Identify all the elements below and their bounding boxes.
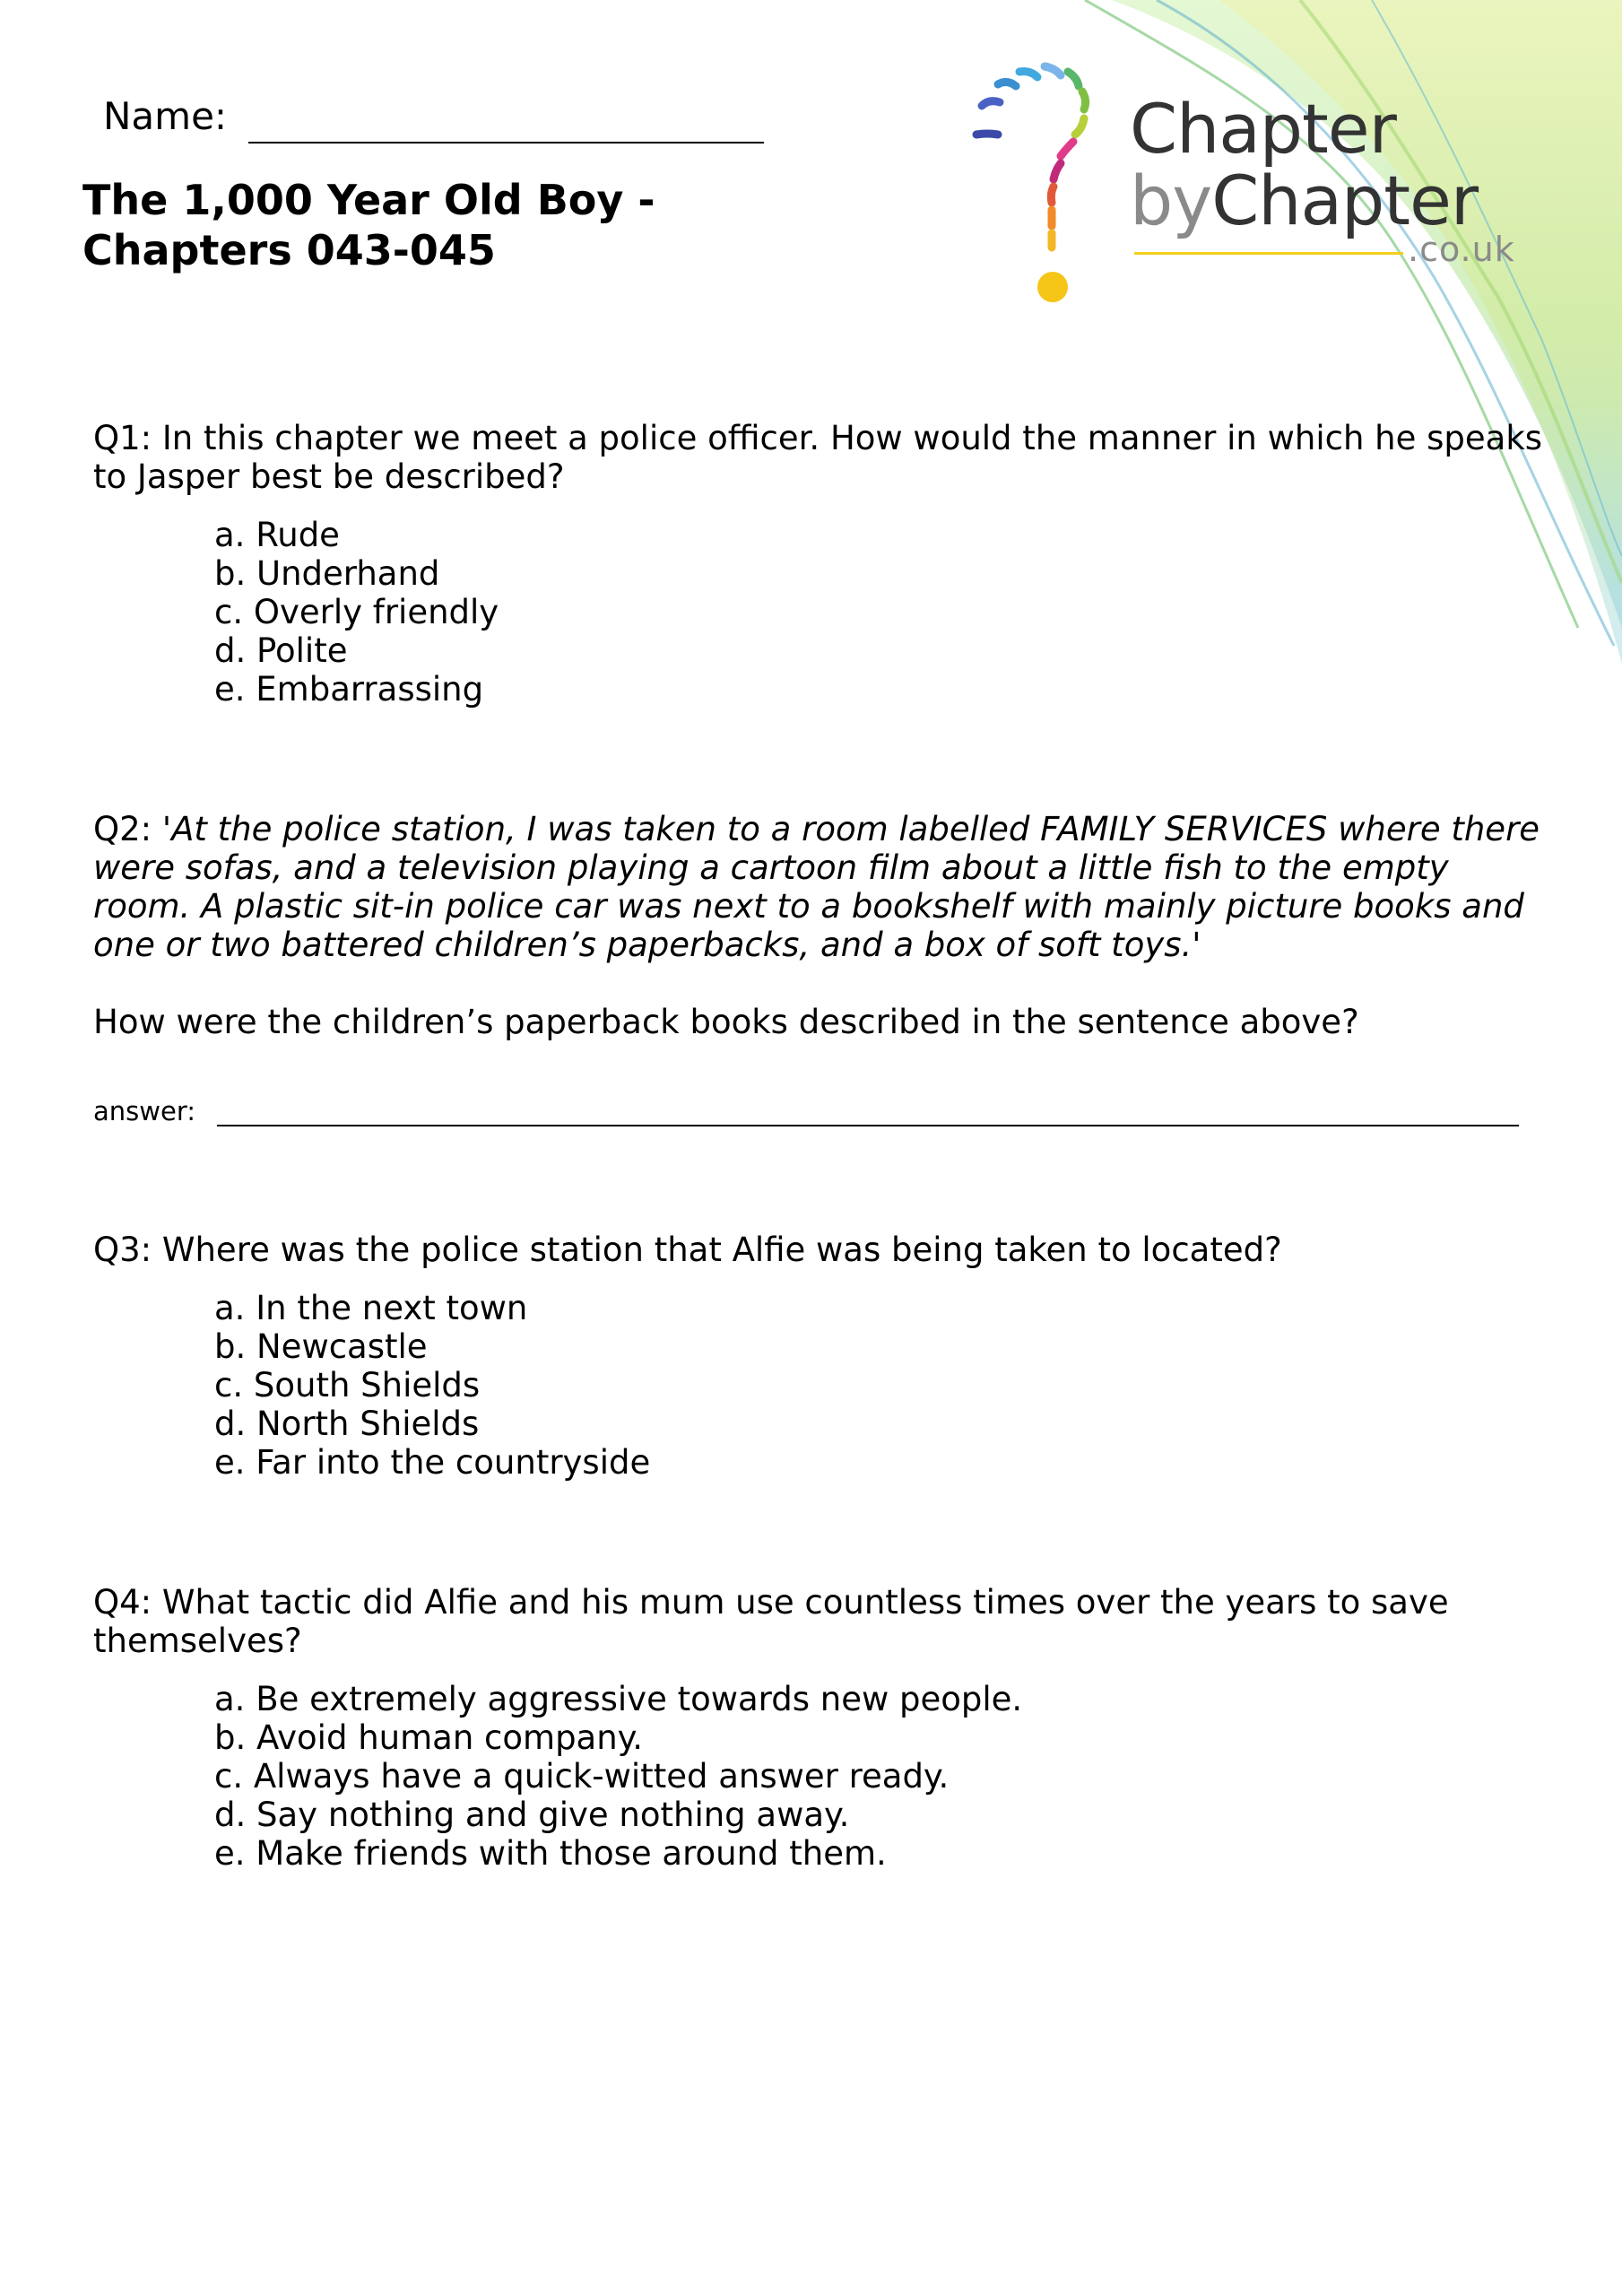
option-d[interactable]: d. Say nothing and give nothing away.	[214, 1796, 850, 1834]
option-e[interactable]: e. Far into the countryside	[214, 1443, 651, 1482]
question-1-text: Q1: In this chapter we meet a police officer. How would the manner in which he speaks to Jasper best be described?	[93, 419, 1543, 496]
option-a[interactable]: a. Rude	[214, 516, 340, 554]
option-a[interactable]: a. Be extremely aggressive towards new people.	[214, 1680, 1023, 1718]
option-d[interactable]: d. Polite	[214, 631, 348, 670]
option-e[interactable]: e. Embarrassing	[214, 670, 484, 709]
option-b[interactable]: b. Avoid human company.	[214, 1718, 644, 1757]
option-e[interactable]: e. Make friends with those around them.	[214, 1834, 887, 1873]
question-1-options	[214, 516, 1546, 709]
option-b[interactable]: b. Underhand	[214, 554, 440, 593]
option-a[interactable]: a. In the next town	[214, 1289, 528, 1327]
question-2-label: Q2:	[93, 810, 152, 848]
question-2-prompt: How were the children’s paperback books described in the sentence above?	[93, 1003, 1359, 1041]
option-c[interactable]: c. Overly friendly	[214, 593, 499, 631]
question-4-options	[214, 1680, 1546, 1873]
answer-write-line[interactable]	[217, 1098, 1519, 1126]
question-3-text: Q3: Where was the police station that Alfie was being taken to located?	[93, 1231, 1282, 1269]
question-4-text: Q4: What tactic did Alfie and his mum use countless times over the years to save themselves?	[93, 1583, 1449, 1660]
question-4	[93, 1583, 1546, 1873]
chapter-by-chapter-logo	[964, 52, 1538, 312]
option-b[interactable]: b. Newcastle	[214, 1327, 428, 1366]
logo-word-chapter-2: Chapter	[1211, 161, 1479, 240]
question-2-text	[93, 810, 1546, 964]
question-mark-books-icon	[964, 52, 1134, 312]
option-c[interactable]: c. South Shields	[214, 1366, 481, 1405]
option-d[interactable]: d. North Shields	[214, 1405, 480, 1443]
question-3	[93, 1231, 1546, 1482]
logo-word-chapter: Chapter	[1130, 89, 1396, 169]
name-field-row	[103, 90, 764, 144]
title-line-1: The 1,000 Year Old Boy -	[82, 176, 655, 224]
logo-word-by: by	[1130, 161, 1212, 240]
name-label: Name:	[103, 94, 228, 138]
option-c[interactable]: c. Always have a quick-witted answer ready.	[214, 1757, 950, 1796]
question-2-answer-row	[93, 1096, 1519, 1126]
answer-label: answer:	[93, 1096, 196, 1126]
question-2	[93, 810, 1546, 1041]
question-2-quote: 'At the police station, I was taken to a room labelled FAMILY SERVICES where there were sofas, and a television playing a cartoon film about a little fish to the empty room. A plastic sit-in police car was next to a bookshelf with mainly picture books and one or two battered children’s paperbacks, and a box of soft toys.'	[93, 810, 1540, 964]
logo-domain-suffix: .co.uk	[1408, 230, 1515, 269]
worksheet-title	[82, 175, 800, 275]
question-3-options	[214, 1289, 1546, 1482]
logo-underline	[1134, 252, 1403, 255]
logo-word-bychapter	[1130, 161, 1479, 240]
name-write-line[interactable]	[248, 97, 764, 144]
question-1	[93, 419, 1546, 709]
title-line-2: Chapters 043-045	[82, 226, 496, 274]
